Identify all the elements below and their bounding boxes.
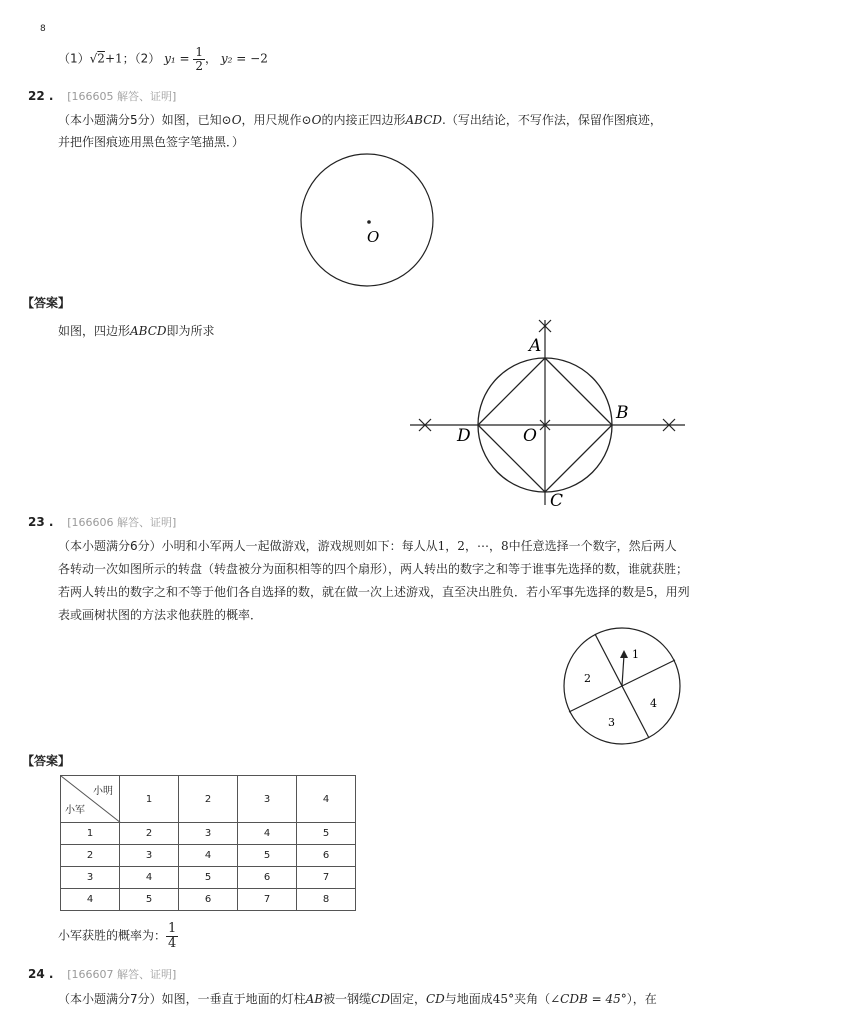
- table-cell: 6: [179, 889, 238, 911]
- q22-answer-figure: [405, 315, 695, 510]
- q22-text-line2: 并把作图痕迹用黑色签字笔描黑．）: [58, 135, 245, 149]
- table-cell: 3: [120, 845, 179, 867]
- question-tag: [166605 解答、证明]: [67, 90, 177, 103]
- q21-answer-line: （1）√2+1；（2） y₁ = $\frac{1}{2}$ ， y₂ = −2: [58, 45, 268, 73]
- spinner-sector-3: 3: [608, 716, 615, 729]
- vertex-c-label: C: [550, 491, 564, 510]
- question-tag: [166607 解答、证明]: [67, 968, 177, 981]
- q23-text-line3: 若两人转出的数字之和不等于他们各自选择的数，就在做一次上述游戏，直至决出胜负．若小军事先选择的数是5，用列: [58, 585, 690, 599]
- q21-part1-label: （1）: [58, 51, 90, 66]
- pointer-arrow-icon: [620, 650, 628, 658]
- table-cell: 8: [297, 889, 356, 911]
- table-corner-cell: [61, 776, 120, 823]
- table-header-row: [61, 776, 356, 823]
- center-label: O: [367, 228, 380, 246]
- corner-bottom-label: 小军: [65, 805, 85, 816]
- q23-text-line2: 各转动一次如图所示的转盘（转盘被分为面积相等的四个扇形），两人转出的数字之和等于谁事先选择的数，谁就获胜；: [58, 562, 689, 576]
- q22-answer-label: 【答案】: [22, 296, 71, 310]
- given-circle: [301, 154, 433, 286]
- q22-answer-text: 如图，四边形ABCD即为所求: [58, 324, 215, 338]
- q23-answer-label: 【答案】: [22, 754, 71, 768]
- center-o-label: O: [523, 426, 537, 446]
- question-number: 24 .: [28, 967, 54, 981]
- table-cell: 5: [297, 823, 356, 845]
- sum-table: [60, 775, 356, 911]
- table-cell: 4: [120, 867, 179, 889]
- table-header-cell: 1: [120, 776, 179, 823]
- table-header-cell: 3: [238, 776, 297, 823]
- sqrt-expression: √2: [89, 51, 105, 66]
- table-cell: 4: [238, 823, 297, 845]
- table-header-cell: 4: [297, 776, 356, 823]
- q24-header: [28, 966, 176, 982]
- table-row: [61, 867, 356, 889]
- spinner-sector-2: 2: [584, 672, 591, 685]
- spinner-sector-4: 4: [650, 697, 657, 710]
- table-cell: 5: [179, 867, 238, 889]
- table-row: [61, 845, 356, 867]
- probability-fraction: $\frac{1}{4}$: [168, 921, 177, 951]
- question-number: 22 .: [28, 89, 54, 103]
- table-cell: 7: [238, 889, 297, 911]
- vertex-a-label: A: [529, 336, 542, 356]
- table-header-cell: 2: [179, 776, 238, 823]
- table-cell: 3: [61, 867, 120, 889]
- table-cell: 1: [61, 823, 120, 845]
- table-cell: 3: [179, 823, 238, 845]
- compass-marks: [419, 320, 675, 431]
- table-cell: 6: [238, 867, 297, 889]
- question-number: 23 .: [28, 515, 54, 529]
- q22-text-line1: （本小题满分5分）如图，已知⊙O，用尺规作⊙O的内接正四边形ABCD.（写出结论，不写作法，保留作图痕迹，: [58, 113, 662, 127]
- q23-text-line4: 表或画树状图的方法求他获胜的概率．: [58, 608, 263, 622]
- spinner-figure: [560, 625, 685, 747]
- table-row: [61, 889, 356, 911]
- table-cell: 5: [238, 845, 297, 867]
- corner-top-label: 小明: [93, 786, 113, 797]
- probability-line: [58, 922, 178, 950]
- table-cell: 7: [297, 867, 356, 889]
- table-cell: 6: [297, 845, 356, 867]
- q24-text-line1: （本小题满分7分）如图，一垂直于地面的灯柱AB被一钢缆CD固定，CD与地面成45°夹角（∠CDB = 45°），在: [58, 992, 657, 1006]
- table-cell: 2: [61, 845, 120, 867]
- fraction-half: $\frac{1}{2}$: [195, 45, 204, 73]
- q22-header: [28, 88, 176, 104]
- spinner-pointer: [622, 655, 624, 686]
- q23-header: [28, 514, 176, 530]
- table-cell: 4: [179, 845, 238, 867]
- table-cell: 5: [120, 889, 179, 911]
- table-cell: 4: [61, 889, 120, 911]
- vertex-b-label: B: [616, 403, 629, 423]
- spinner-sector-1: 1: [632, 648, 639, 661]
- vertex-d-label: D: [457, 426, 471, 446]
- q23-text-line1: （本小题满分6分）小明和小军两人一起做游戏，游戏规则如下：每人从1，2，⋯，8中任意选择一个数字，然后两人: [58, 539, 677, 553]
- table-cell: 2: [120, 823, 179, 845]
- table-row: [61, 823, 356, 845]
- page-marker: 8: [40, 24, 46, 34]
- q22-circle-figure: [295, 150, 445, 290]
- probability-label: 小军获胜的概率为：: [58, 928, 167, 943]
- question-tag: [166606 解答、证明]: [67, 516, 177, 529]
- center-point: [367, 220, 371, 224]
